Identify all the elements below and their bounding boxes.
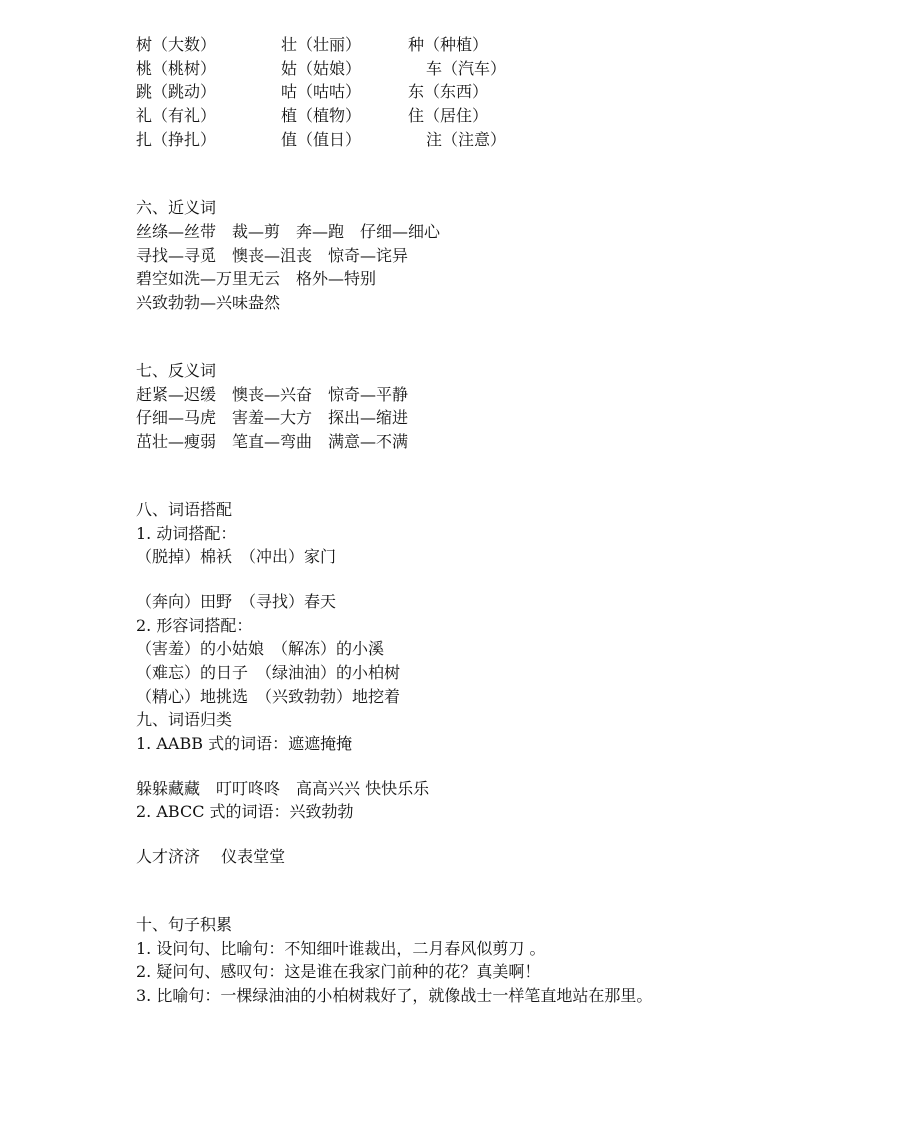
text-line: 躲躲藏藏 叮叮咚咚 高高兴兴 快快乐乐	[136, 779, 430, 798]
text-line: 兴致勃勃—兴味盎然	[136, 293, 281, 312]
section-title: 六、近义词	[136, 198, 217, 217]
subsection-title: 1. 动词搭配：	[136, 524, 237, 543]
text-line: 赶紧—迟缓 懊丧—兴奋 惊奇—平静	[136, 385, 409, 404]
table-row	[0, 33, 899, 57]
text-line: 丝绦—丝带 裁—剪 奔—跑 仔细—细心	[136, 222, 441, 241]
text-line: 2. 疑问句、感叹句：这是谁在我家门前种的花？真美啊！	[136, 962, 541, 981]
table-cell: 咕（咕咕）	[281, 82, 362, 101]
text-line: 茁壮—瘦弱 笔直—弯曲 满意—不满	[136, 432, 409, 451]
table-cell: 礼（有礼）	[136, 106, 217, 125]
text-line: 3. 比喻句：一棵绿油油的小柏树栽好了，就像战士一样笔直地站在那里。	[136, 986, 653, 1005]
section-title: 九、词语归类	[136, 710, 233, 729]
text-line: （害羞）的小姑娘 （解冻）的小溪	[136, 639, 385, 658]
text-line: （脱掉）棉袄 （冲出）家门	[136, 547, 337, 566]
subsection-title: 2. ABCC 式的词语：兴致勃勃	[136, 802, 354, 821]
section-title: 十、句子积累	[136, 915, 233, 934]
table-cell: 树（大数）	[136, 35, 217, 54]
table-cell: 植（植物）	[281, 106, 362, 125]
table-row	[0, 80, 899, 104]
subsection-title: 1. AABB 式的词语：遮遮掩掩	[136, 734, 353, 753]
table-cell: 车（汽车）	[426, 59, 507, 78]
table-cell: 种（种植）	[408, 35, 489, 54]
text-line: 碧空如洗—万里无云 格外—特别	[136, 269, 377, 288]
table-cell: 住（居住）	[408, 106, 489, 125]
table-row	[0, 57, 899, 81]
text-line: （精心）地挑选 （兴致勃勃）地挖着	[136, 687, 401, 706]
table-row	[0, 128, 899, 152]
table-cell: 注（注意）	[426, 130, 507, 149]
section-title: 八、词语搭配	[136, 500, 233, 519]
subsection-title: 2. 形容词搭配：	[136, 616, 253, 635]
text-line: 仔细—马虎 害羞—大方 探出—缩进	[136, 408, 409, 427]
text-line: 1. 设问句、比喻句：不知细叶谁裁出，二月春风似剪刀 。	[136, 939, 546, 958]
text-line: 寻找—寻觅 懊丧—沮丧 惊奇—诧异	[136, 246, 409, 265]
table-cell: 值（值日）	[281, 130, 362, 149]
table-cell: 扎（挣扎）	[136, 130, 217, 149]
table-cell: 姑（姑娘）	[281, 59, 362, 78]
text-line: 人才济济 仪表堂堂	[136, 847, 286, 866]
text-line: （难忘）的日子 （绿油油）的小柏树	[136, 663, 401, 682]
table-cell: 跳（跳动）	[136, 82, 217, 101]
section-title: 七、反义词	[136, 361, 217, 380]
table-row	[0, 104, 899, 128]
table-cell: 桃（桃树）	[136, 59, 217, 78]
table-cell: 东（东西）	[408, 82, 489, 101]
text-line: （奔向）田野 （寻找）春天	[136, 592, 337, 611]
table-cell: 壮（壮丽）	[281, 35, 362, 54]
